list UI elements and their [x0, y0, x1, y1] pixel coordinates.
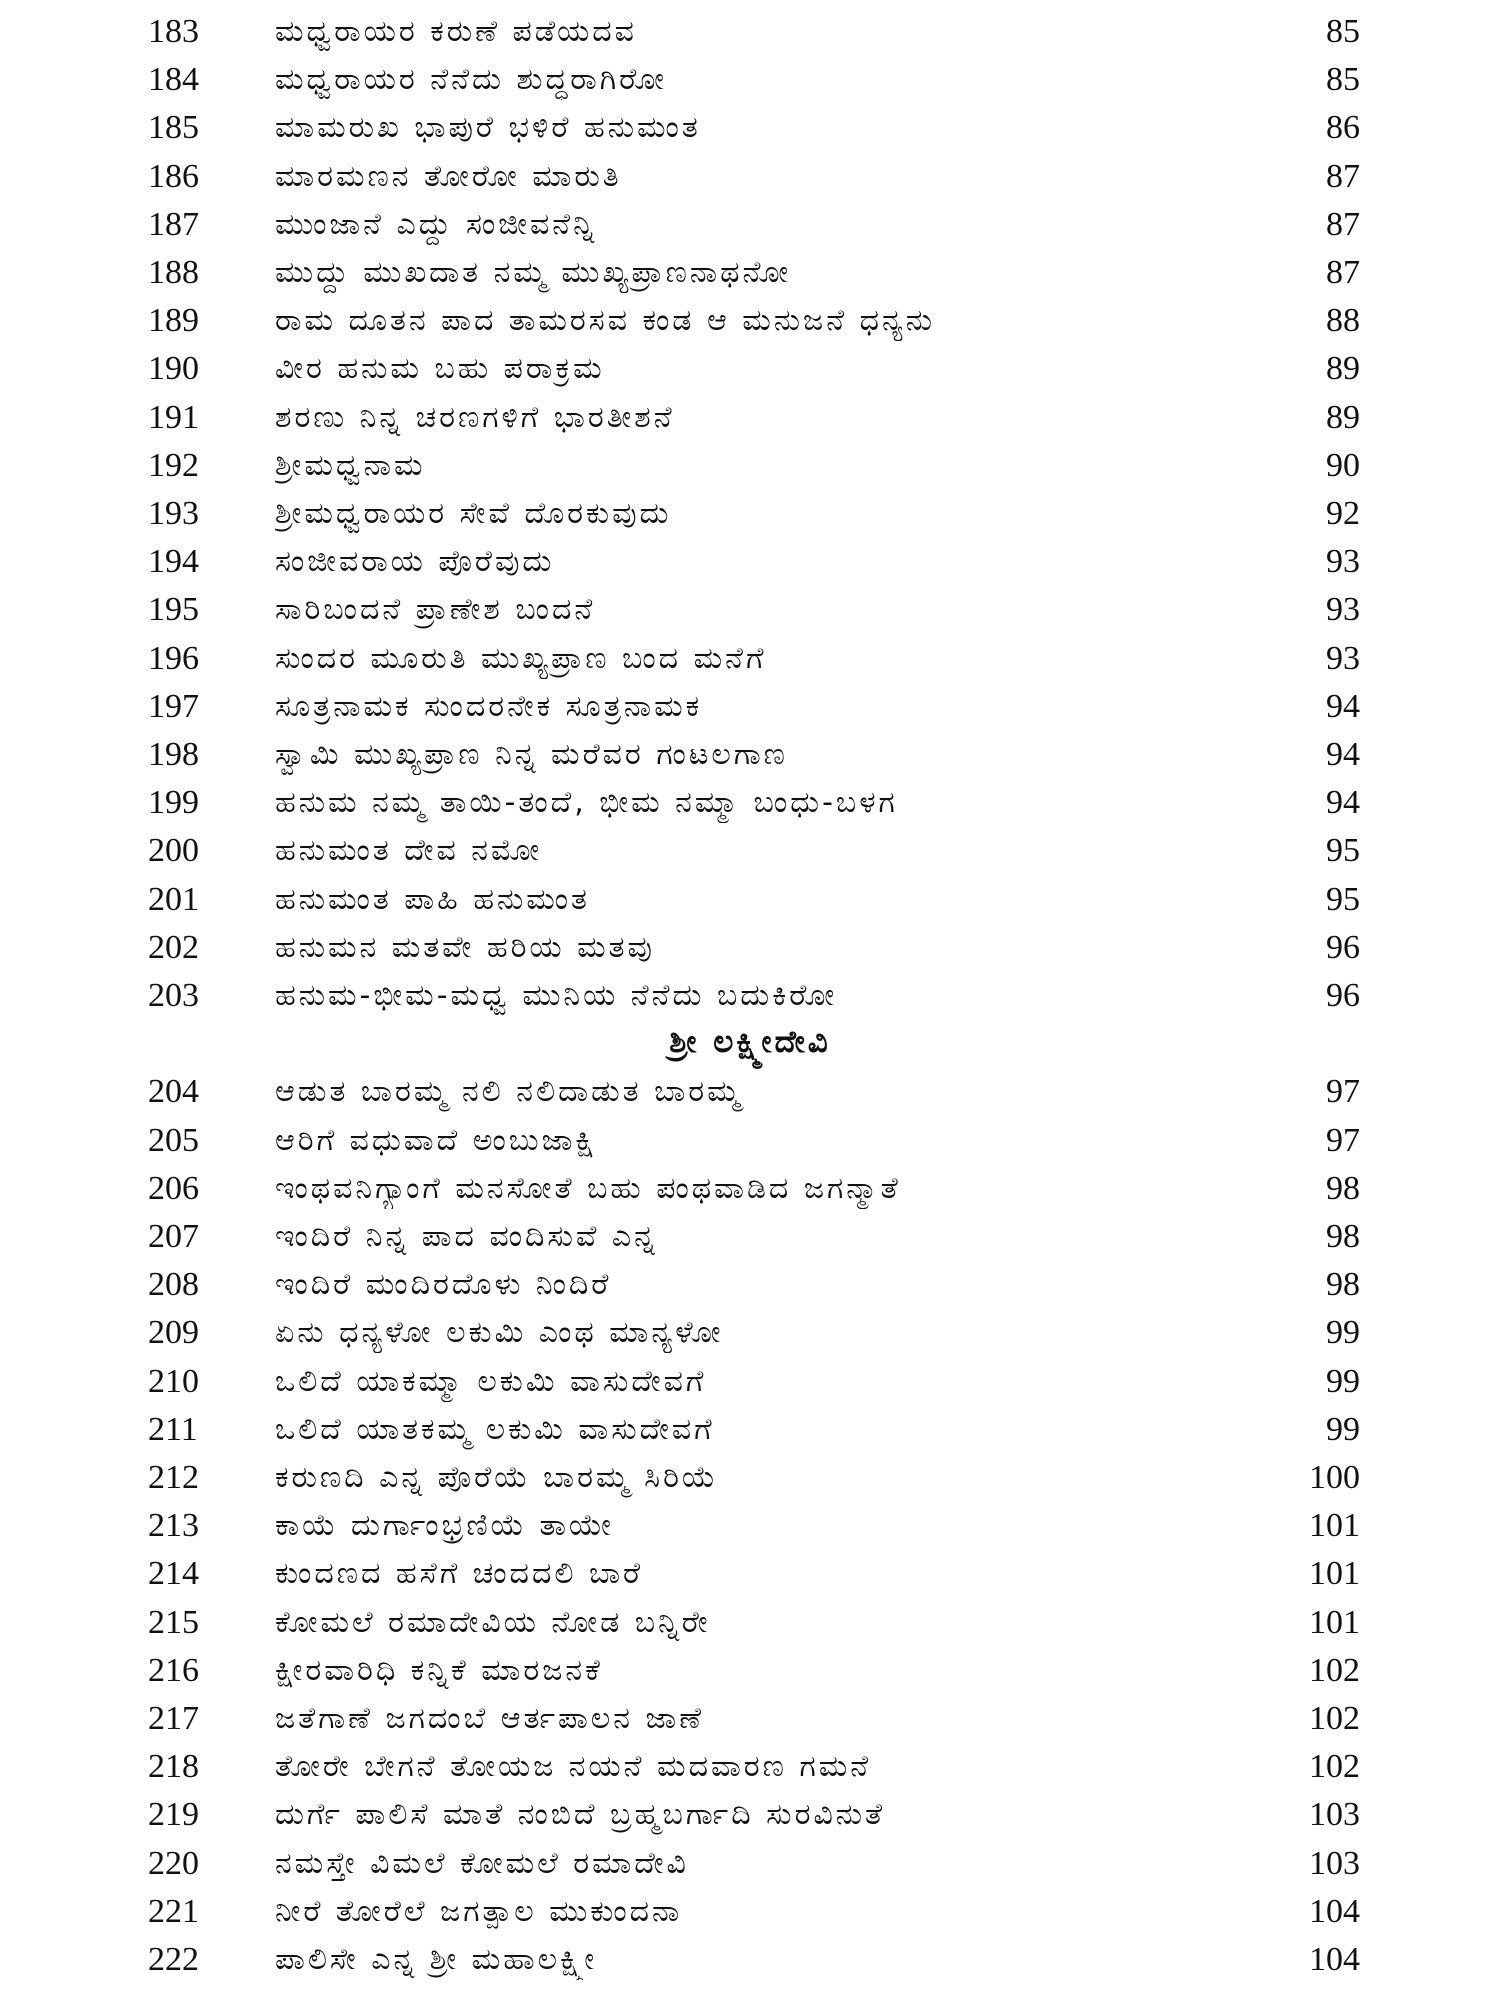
- entry-title: ಸಂಜೀವರಾಯ ಪೊರೆವುದು: [275, 544, 555, 580]
- entry-number: 196: [148, 639, 199, 677]
- index-entry: [0, 1599, 1500, 1647]
- index-entry: [0, 1309, 1500, 1357]
- entry-number: 221: [148, 1892, 199, 1930]
- index-entry: [0, 8, 1500, 56]
- entry-title: ನೀರೆ ತೋರೆಲೆ ಜಗತ್ಪಾಲ ಮುಕುಂದನಾ: [275, 1893, 683, 1929]
- entry-title: ಒಲಿದೆ ಯಾಕಮ್ಮಾ ಲಕುಮಿ ವಾಸುದೇವಗೆ: [275, 1363, 707, 1399]
- index-entry: [0, 1117, 1500, 1165]
- entry-number: 220: [148, 1844, 199, 1882]
- entry-page-number: 103: [1309, 1796, 1360, 1834]
- entry-page-number: 97: [1326, 1073, 1360, 1111]
- entry-number: 203: [148, 977, 199, 1014]
- entry-page-number: 89: [1326, 398, 1360, 436]
- entry-page-number: 92: [1326, 495, 1360, 532]
- entry-page-number: 87: [1326, 205, 1360, 243]
- entry-page-number: 94: [1326, 784, 1360, 822]
- index-entry: [0, 1165, 1500, 1213]
- entry-page-number: 93: [1326, 639, 1360, 677]
- index-entry: [0, 1261, 1500, 1309]
- entry-number: 216: [148, 1651, 199, 1689]
- entry-page-number: 103: [1309, 1844, 1360, 1882]
- entry-page-number: 99: [1326, 1362, 1360, 1400]
- entry-number: 185: [148, 109, 199, 147]
- entry-page-number: 90: [1326, 446, 1360, 484]
- entry-number: 217: [148, 1700, 199, 1737]
- entry-title: ವೀರ ಹನುಮ ಬಹು ಪರಾಕ್ರಮ: [275, 351, 605, 387]
- entry-page-number: 99: [1326, 1410, 1360, 1448]
- entry-page-number: 102: [1309, 1651, 1360, 1689]
- entry-page-number: 95: [1326, 880, 1360, 918]
- entry-page-number: 87: [1326, 254, 1360, 291]
- entry-title: ಶ್ರೀಮಧ್ವನಾಮ: [275, 447, 426, 483]
- index-entry: [0, 972, 1500, 1020]
- index-entry: [0, 731, 1500, 779]
- entry-page-number: 104: [1309, 1941, 1360, 1978]
- entry-page-number: 97: [1326, 1121, 1360, 1159]
- entry-title: ಸೂತ್ರನಾಮಕ ಸುಂದರನೇಕ ಸೂತ್ರನಾಮಕ: [275, 688, 703, 724]
- index-entry: [0, 876, 1500, 924]
- entry-number: 208: [148, 1266, 199, 1304]
- entry-number: 187: [148, 205, 199, 243]
- entry-number: 188: [148, 254, 199, 291]
- entry-number: 191: [148, 398, 199, 436]
- entry-title: ಏನು ಧನ್ಯಳೋ ಲಕುಮಿ ಎಂಥ ಮಾನ್ಯಳೋ: [275, 1315, 724, 1351]
- entry-title: ಮಾರಮಣನ ತೋರೋ ಮಾರುತಿ: [275, 158, 622, 194]
- entry-number: 204: [148, 1073, 199, 1111]
- index-entry: [0, 1502, 1500, 1550]
- entry-title: ನಮಸ್ತೇ ವಿಮಲೆ ಕೋಮಲೆ ರಮಾದೇವಿ: [275, 1845, 689, 1881]
- entry-number: 193: [148, 495, 199, 532]
- index-entry: [0, 394, 1500, 442]
- entry-title: ಸಾರಿಬಂದನೆ ಪ್ರಾಣೇಶ ಬಂದನೆ: [275, 592, 596, 628]
- entry-title: ತೋರೇ ಬೇಗನೆ ತೋಯಜ ನಯನೆ ಮದವಾರಣ ಗಮನೆ: [275, 1749, 872, 1785]
- entry-number: 184: [148, 61, 199, 99]
- entry-page-number: 85: [1326, 61, 1360, 99]
- entry-title: ಹನುಮನ ಮತವೇ ಹರಿಯ ಮತವು: [275, 929, 655, 965]
- entry-page-number: 101: [1309, 1507, 1360, 1545]
- entry-title: ಪಾಲಿಸೇ ಎನ್ನ ಶ್ರೀ ಮಹಾಲಕ್ಷ್ಮೀ: [275, 1942, 598, 1977]
- entry-page-number: 93: [1326, 543, 1360, 581]
- entry-page-number: 93: [1326, 591, 1360, 629]
- entry-page-number: 102: [1309, 1748, 1360, 1786]
- entry-title: ಶರಣು ನಿನ್ನ ಚರಣಗಳಿಗೆ ಭಾರತೀಶನೆ: [275, 399, 675, 435]
- entry-page-number: 86: [1326, 109, 1360, 147]
- entry-number: 207: [148, 1218, 199, 1255]
- entry-title: ಮಾಮರುಖ ಭಾಪುರೆ ಭಳಿರೆ ಹನುಮಂತ: [275, 110, 701, 146]
- index-entry: [0, 490, 1500, 538]
- entry-number: 205: [148, 1121, 199, 1159]
- entry-title: ಇಂದಿರೆ ಮಂದಿರದೊಳು ನಿಂದಿರೆ: [275, 1267, 612, 1303]
- section-heading: ಶ್ರೀ ಲಕ್ಷ್ಮೀದೇವಿ: [669, 1024, 831, 1061]
- entry-page-number: 101: [1309, 1603, 1360, 1641]
- index-entry: [0, 56, 1500, 104]
- entry-title: ಜತೆಗಾಣೆ ಜಗದಂಬೆ ಆರ್ತಪಾಲನ ಜಾಣೆ: [275, 1701, 705, 1736]
- entry-page-number: 101: [1309, 1555, 1360, 1593]
- index-entry: [0, 1454, 1500, 1502]
- entry-number: 213: [148, 1507, 199, 1545]
- index-entry: [0, 153, 1500, 201]
- entry-page-number: 85: [1326, 13, 1360, 50]
- entry-title: ಮಧ್ವರಾಯರ ಕರುಣೆ ಪಡೆಯದವ: [275, 14, 637, 49]
- entry-page-number: 99: [1326, 1314, 1360, 1352]
- entry-title: ಇಂದಿರೆ ನಿನ್ನ ಪಾದ ವಂದಿಸುವೆ ಎನ್ನ: [275, 1219, 658, 1254]
- entry-number: 201: [148, 880, 199, 918]
- entry-title: ದುರ್ಗೆ ಪಾಲಿಸೆ ಮಾತೆ ನಂಬಿದೆ ಬ್ರಹ್ಮಬರ್ಗಾದಿ ಸುರವಿನುತೆ: [275, 1797, 886, 1833]
- entry-number: 192: [148, 446, 199, 484]
- entry-number: 195: [148, 591, 199, 629]
- index-entry: [0, 1791, 1500, 1839]
- index-entry: [0, 442, 1500, 490]
- entry-number: 222: [148, 1941, 199, 1978]
- entry-page-number: 102: [1309, 1700, 1360, 1737]
- entry-number: 200: [148, 832, 199, 870]
- entry-title: ಇಂಥವನಿಗ್ಯಾಂಗೆ ಮನಸೋತೆ ಬಹು ಪಂಥವಾಡಿದ ಜಗನ್ಮಾತೆ: [275, 1170, 901, 1206]
- entry-page-number: 104: [1309, 1892, 1360, 1930]
- index-entry: [0, 779, 1500, 827]
- entry-number: 186: [148, 157, 199, 195]
- index-entry: [0, 635, 1500, 683]
- entry-number: 198: [148, 736, 199, 773]
- index-entry: [0, 1213, 1500, 1261]
- entry-page-number: 89: [1326, 350, 1360, 388]
- index-entry: [0, 1406, 1500, 1454]
- entry-number: 210: [148, 1362, 199, 1400]
- entry-title: ಹನುಮಂತ ದೇವ ನಮೋ: [275, 833, 543, 869]
- entry-number: 190: [148, 350, 199, 388]
- entry-page-number: 94: [1326, 736, 1360, 773]
- index-entry: [0, 538, 1500, 586]
- entry-number: 215: [148, 1603, 199, 1641]
- entry-title: ಹನುಮಂತ ಪಾಹಿ ಹನುಮಂತ: [275, 881, 590, 917]
- index-entry: [0, 924, 1500, 972]
- entry-number: 189: [148, 302, 199, 340]
- entry-title: ಒಲಿದೆ ಯಾತಕಮ್ಮ ಲಕುಮಿ ವಾಸುದೇವಗೆ: [275, 1411, 715, 1447]
- index-entry: [0, 345, 1500, 393]
- entry-page-number: 96: [1326, 928, 1360, 966]
- index-entry: [0, 297, 1500, 345]
- entry-title: ಕುಂದಣದ ಹಸೆಗೆ ಚಂದದಲಿ ಬಾರೆ: [275, 1556, 644, 1592]
- index-entry: [0, 249, 1500, 297]
- entry-title: ಕರುಣದಿ ಎನ್ನ ಪೊರೆಯೆ ಬಾರಮ್ಮ ಸಿರಿಯೆ: [275, 1460, 719, 1495]
- index-entry: [0, 1550, 1500, 1598]
- entry-title: ಕಾಯೆ ದುರ್ಗಾಂಭ್ರಣಿಯೆ ತಾಯೇ: [275, 1508, 614, 1544]
- entry-page-number: 88: [1326, 302, 1360, 340]
- entry-number: 202: [148, 928, 199, 966]
- entry-title: ಸ್ವಾಮಿ ಮುಖ್ಯಪ್ರಾಣ ನಿನ್ನ ಮರೆವರ ಗಂಟಲಗಾಣ: [275, 737, 788, 772]
- entry-page-number: 87: [1326, 157, 1360, 195]
- entry-number: 212: [148, 1459, 199, 1496]
- entry-page-number: 100: [1309, 1459, 1360, 1496]
- index-entry: [0, 683, 1500, 731]
- index-entry: [0, 1358, 1500, 1406]
- entry-page-number: 94: [1326, 687, 1360, 725]
- entry-title: ಹನುಮ-ಭೀಮ-ಮಧ್ವ ಮುನಿಯ ನೆನೆದು ಬದುಕಿರೋ: [275, 978, 838, 1013]
- index-entry: [0, 1743, 1500, 1791]
- entry-number: 199: [148, 784, 199, 822]
- entry-page-number: 96: [1326, 977, 1360, 1014]
- entry-page-number: 98: [1326, 1266, 1360, 1304]
- index-entry: [0, 1068, 1500, 1116]
- entry-title: ಶ್ರೀಮಧ್ವರಾಯರ ಸೇವೆ ದೊರಕುವುದು: [275, 496, 672, 531]
- index-entry: [0, 1888, 1500, 1936]
- entry-title: ಹನುಮ ನಮ್ಮ ತಾಯಿ-ತಂದೆ, ಭೀಮ ನಮ್ಮಾ ಬಂಧು-ಬಳಗ: [275, 785, 898, 821]
- entry-number: 209: [148, 1314, 199, 1352]
- index-entry: [0, 827, 1500, 875]
- entry-number: 183: [148, 13, 199, 50]
- index-entry: [0, 1840, 1500, 1888]
- entry-number: 211: [148, 1410, 198, 1448]
- index-entry: [0, 1647, 1500, 1695]
- entry-page-number: 95: [1326, 832, 1360, 870]
- index-entry: [0, 1695, 1500, 1743]
- entry-number: 194: [148, 543, 199, 581]
- entry-title: ಮುಂಜಾನೆ ಎದ್ದು ಸಂಜೀವನೆನ್ನಿ: [275, 206, 597, 242]
- entry-title: ಆರಿಗೆ ವಧುವಾದೆ ಅಂಬುಜಾಕ್ಷಿ: [275, 1122, 598, 1158]
- entry-number: 218: [148, 1748, 199, 1786]
- entry-title: ಮುದ್ದು ಮುಖದಾತ ನಮ್ಮ ಮುಖ್ಯಪ್ರಾಣನಾಥನೋ: [275, 255, 792, 290]
- entry-page-number: 98: [1326, 1218, 1360, 1255]
- entry-title: ಸುಂದರ ಮೂರುತಿ ಮುಖ್ಯಪ್ರಾಣ ಬಂದ ಮನೆಗೆ: [275, 640, 767, 676]
- index-entry: [0, 104, 1500, 152]
- entry-number: 214: [148, 1555, 199, 1593]
- entry-title: ಆಡುತ ಬಾರಮ್ಮ ನಲಿ ನಲಿದಾಡುತ ಬಾರಮ್ಮ: [275, 1074, 743, 1110]
- entry-page-number: 98: [1326, 1169, 1360, 1207]
- entry-number: 197: [148, 687, 199, 725]
- entry-title: ಮಧ್ವರಾಯರ ನೆನೆದು ಶುದ್ಧರಾಗಿರೋ: [275, 62, 668, 98]
- entry-title: ಕ್ಷೀರವಾರಿಧಿ ಕನ್ನಿಕೆ ಮಾರಜನಕೆ: [275, 1652, 603, 1688]
- index-entry: [0, 1936, 1500, 1984]
- entry-title: ಕೋಮಲೆ ರಮಾದೇವಿಯ ನೋಡ ಬನ್ನಿರೇ: [275, 1604, 711, 1640]
- entry-title: ರಾಮ ದೂತನ ಪಾದ ತಾಮರಸವ ಕಂಡ ಆ ಮನುಜನೆ ಧನ್ಯನು: [275, 303, 936, 339]
- entry-number: 219: [148, 1796, 199, 1834]
- index-entry: [0, 586, 1500, 634]
- index-entry: [0, 201, 1500, 249]
- entry-number: 206: [148, 1169, 199, 1207]
